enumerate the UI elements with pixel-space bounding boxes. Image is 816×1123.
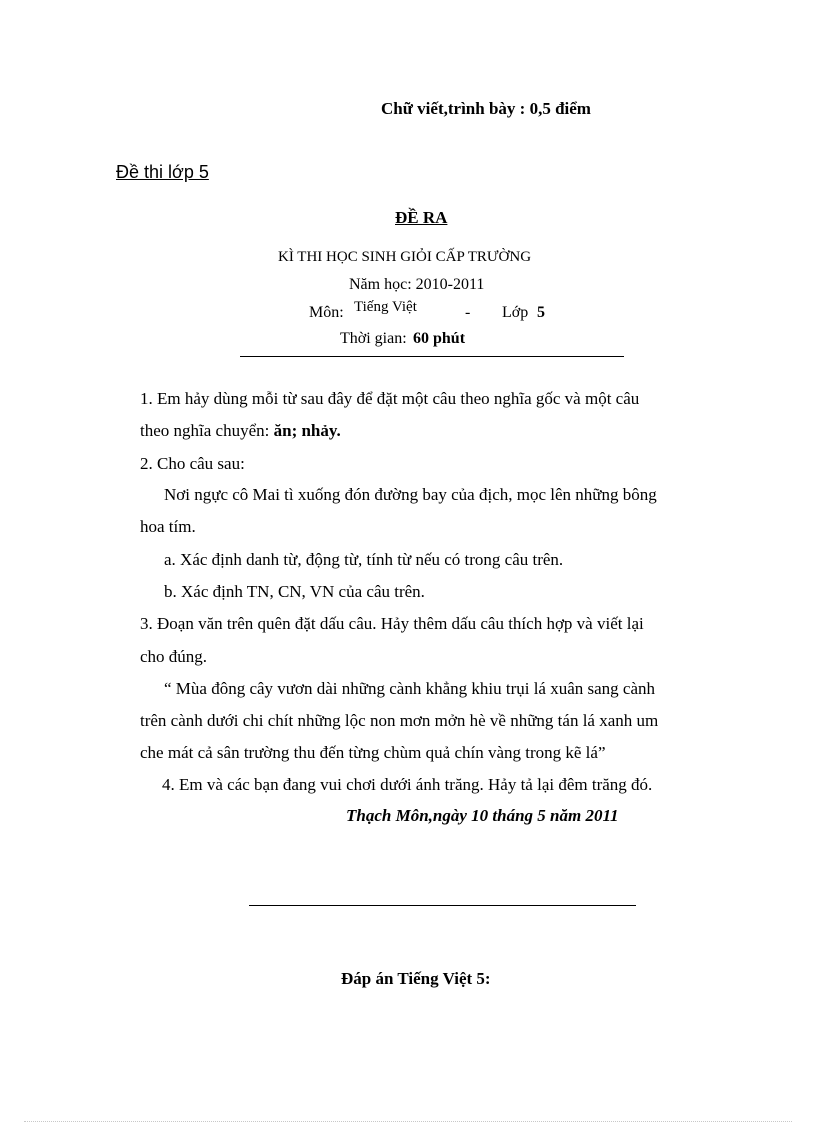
grade-label: Lớp bbox=[502, 304, 529, 321]
question-2-sentence-line-1: Nơi ngực cô Mai tì xuống đón đường bay của địch, mọc lên những bông bbox=[164, 485, 657, 504]
header-divider bbox=[240, 356, 624, 357]
answer-heading: Đáp án Tiếng Việt 5: bbox=[341, 969, 491, 988]
section-heading: ĐỀ RA bbox=[395, 208, 448, 227]
question-1-line-2 bbox=[140, 421, 341, 441]
question-1-words: ăn; nhảy. bbox=[273, 421, 341, 440]
subject-value: Tiếng Việt bbox=[354, 299, 417, 315]
question-2-sentence-line-2: hoa tím. bbox=[140, 517, 196, 536]
question-1-prefix: theo nghĩa chuyển: bbox=[140, 421, 270, 440]
question-1-line-1: 1. Em hảy dùng mỗi từ sau đây để đặt một câu theo nghĩa gốc và một câu bbox=[140, 389, 640, 408]
question-3-passage-line-1: “ Mùa đông cây vươn dài những cành khẳng khiu trụi lá xuân sang cành bbox=[164, 679, 656, 698]
section-divider bbox=[249, 905, 636, 906]
subject-dash: - bbox=[465, 304, 471, 321]
question-3-passage-line-3: che mát cả sân trường thu đến từng chùm quả chín vàng trong kẽ lá” bbox=[140, 743, 606, 762]
question-3-line-2: cho đúng. bbox=[140, 647, 208, 666]
page-bottom-border bbox=[24, 1121, 792, 1122]
time-label: Thời gian: bbox=[340, 330, 407, 347]
grade-value: 5 bbox=[537, 304, 545, 321]
subject-label: Môn: bbox=[309, 304, 344, 321]
question-3-line-1: 3. Đoạn văn trên quên đặt dấu câu. Hảy thêm dấu câu thích hợp và viết lại bbox=[140, 614, 644, 633]
contest-title: KÌ THI HỌC SINH GIỎI CẤP TRƯỜNG bbox=[278, 249, 532, 265]
question-4: 4. Em và các bạn đang vui chơi dưới ánh trăng. Hảy tả lại đêm trăng đó. bbox=[162, 775, 653, 794]
school-year: Năm học: 2010-2011 bbox=[349, 276, 485, 293]
grading-handwriting: Chữ viết,trình bày : 0,5 điểm bbox=[381, 99, 591, 118]
place-date: Thạch Môn,ngày 10 tháng 5 năm 2011 bbox=[346, 806, 619, 825]
question-2-intro: 2. Cho câu sau: bbox=[140, 454, 245, 473]
question-3-passage-line-2: trên cành dưới chi chít những lộc non mơn mởn hè về những tán lá xanh um bbox=[140, 711, 659, 730]
exam-label: Đề thi lớp 5 bbox=[116, 162, 209, 182]
time-value: 60 phút bbox=[413, 330, 466, 347]
question-2-item-a: a. Xác định danh từ, động từ, tính từ nếu có trong câu trên. bbox=[164, 550, 564, 569]
question-2-item-b: b. Xác định TN, CN, VN của câu trên. bbox=[164, 582, 425, 601]
